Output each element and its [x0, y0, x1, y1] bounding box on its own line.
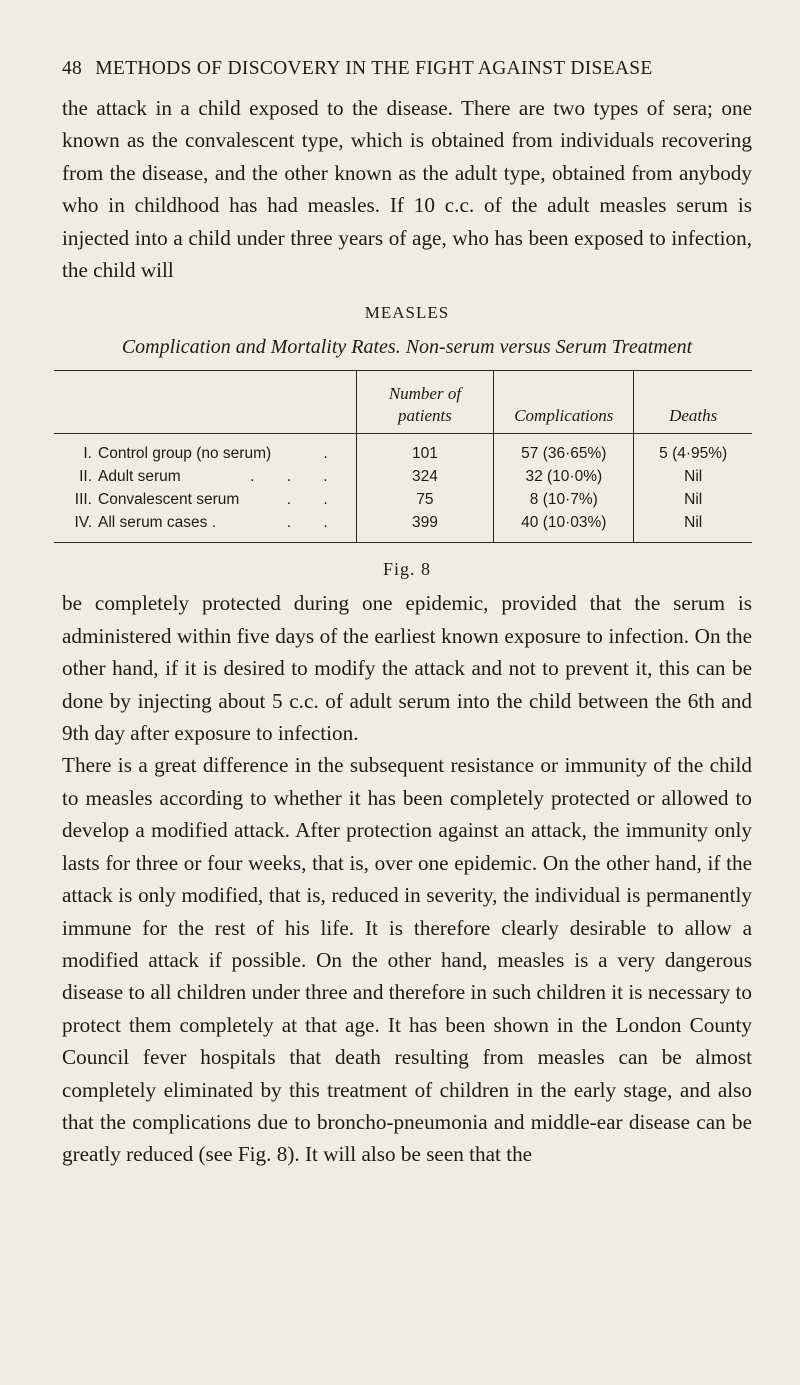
- complications-cell: 8 (10·7%): [494, 488, 634, 511]
- table-heading: MEASLES: [364, 303, 450, 323]
- column-header-complications: Complications: [494, 371, 634, 434]
- running-header: [62, 56, 752, 82]
- row-label: [54, 465, 356, 488]
- row-name: Convalescent serum: [98, 491, 240, 509]
- complications-cell: 32 (10·0%): [494, 465, 634, 488]
- row-numeral: IV.: [74, 514, 92, 532]
- table-row: [54, 434, 752, 466]
- table-row: [54, 465, 752, 488]
- patients-cell: 399: [356, 511, 494, 543]
- column-header-patients: Number of patients: [356, 371, 494, 434]
- patients-cell: 75: [356, 488, 494, 511]
- deaths-cell: Nil: [634, 465, 752, 488]
- deaths-cell: Nil: [634, 488, 752, 511]
- column-header-label: [54, 371, 356, 434]
- table-title-block: [62, 302, 752, 360]
- row-name: All serum cases .: [98, 514, 217, 532]
- deaths-cell: 5 (4·95%): [634, 434, 752, 466]
- paragraph-before-table: the attack in a child exposed to the disease. There are two types of sera; one known as the convalescent type, which is obtained from individuals recovering from the disease, and the other known as the adult type, obtained from anybody who in childhood has had measles. If 10 c.c. of the adult measles serum is injected into a child under three years of age, who has been exposed to infection, the child will: [62, 96, 752, 283]
- leader-dots: . . .: [250, 468, 342, 486]
- patients-cell: 324: [356, 465, 494, 488]
- row-numeral: I.: [83, 445, 92, 463]
- leader-dots: . .: [286, 514, 342, 532]
- measles-table: [54, 370, 752, 543]
- row-numeral: III.: [74, 491, 92, 509]
- leader-dots: . .: [286, 491, 342, 509]
- deaths-cell: Nil: [634, 511, 752, 543]
- table-row: [54, 511, 752, 543]
- row-label: [54, 434, 356, 466]
- table-header-row: [54, 371, 752, 434]
- leader-dots: .: [323, 445, 342, 463]
- complications-cell: 57 (36·65%): [494, 434, 634, 466]
- column-header-deaths: Deaths: [634, 371, 752, 434]
- row-numeral: II.: [79, 468, 92, 486]
- table-title: Complication and Mortality Rates. Non-serum versus Serum Treatment: [121, 336, 693, 359]
- book-page: [62, 56, 752, 1171]
- row-label: [54, 511, 356, 543]
- running-title: METHODS OF DISCOVERY IN THE FIGHT AGAINST DISEASE: [95, 58, 653, 79]
- row-name: Control group (no serum): [98, 445, 272, 463]
- patients-cell: 101: [356, 434, 494, 466]
- page-number: 48: [62, 58, 83, 79]
- paragraph-after-table-2: There is a great difference in the subsequent resistance or immunity of the child to measles according to whether it has been completely protected or allowed to develop a modified attack. After protection against an attack, the immunity only lasts for three or four weeks, that is, over one epidemic. On the other hand, if the attack is only modified, that is, reduced in severity, the individual is permanently immune for the rest of his life. It is therefore clearly desirable to allow a modified attack if possible. On the other hand, measles is a very dangerous disease to all children under three and therefore in such children it is necessary to protect them completely at that age. It has been shown in the London County Council fever hospitals that death resulting from measles can be almost completely eliminated by this treatment of children in the early stage, and also that the complications due to broncho-pneumonia and middle-ear disease can be greatly reduced (see Fig. 8). It will also be seen that the: [62, 753, 752, 1167]
- row-label: [54, 488, 356, 511]
- table-row: [54, 488, 752, 511]
- figure-caption: Fig. 8: [382, 559, 431, 580]
- row-name: Adult serum: [98, 468, 181, 486]
- paragraph-after-table-1: be completely protected during one epidemic, provided that the serum is administered within five days of the earliest known exposure to infection. On the other hand, if it is desired to modify the attack and not to prevent it, this can be done by injecting about 5 c.c. of adult serum into the child between the 6th and 9th day after exposure to infection.: [62, 591, 752, 746]
- complications-cell: 40 (10·03%): [494, 511, 634, 543]
